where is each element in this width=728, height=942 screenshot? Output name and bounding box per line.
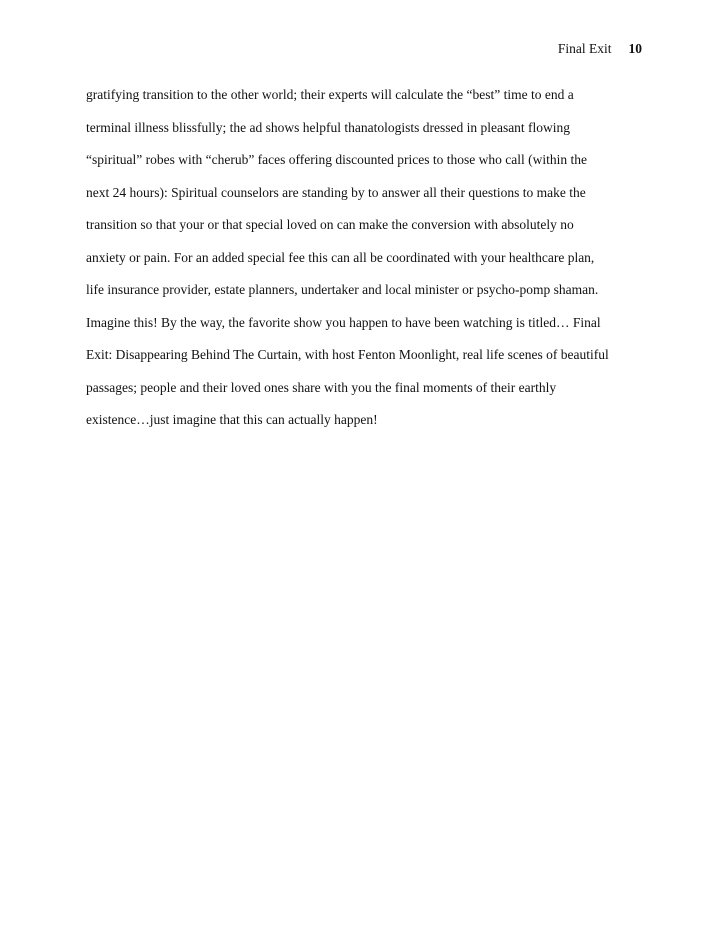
text-line: next 24 hours): Spiritual counselors are standing by to answer all their questions to make the: [86, 184, 586, 200]
body-paragraph: [86, 86, 656, 444]
text-line: passages; people and their loved ones share with you the final moments of their earthly: [86, 379, 557, 395]
page-number: 10: [628, 41, 642, 56]
text-line: gratifying transition to the other world; their experts will calculate the “best” time to end a: [86, 87, 574, 102]
text-line: terminal illness blissfully; the ad shows helpful thanatologists dressed in pleasant flowing: [86, 119, 571, 135]
running-title: Final Exit: [557, 41, 612, 56]
text-line: existence…just imagine that this can actually happen!: [86, 412, 378, 427]
text-line: Exit: Disappearing Behind The Curtain, with host Fenton Moonlight, real life scenes of beautiful: [86, 347, 609, 362]
text-line: transition so that your or that special loved on can make the conversion with absolutely no: [86, 217, 574, 232]
running-header: [558, 40, 642, 58]
text-line: Imagine this! By the way, the favorite show you happen to have been watching is titled… Final: [86, 314, 601, 330]
text-line: life insurance provider, estate planners, undertaker and local minister or psycho-pomp shaman.: [86, 282, 599, 297]
text-line: anxiety or pain. For an added special fee this can all be coordinated with your healthcare plan,: [86, 249, 595, 265]
text-line: “spiritual” robes with “cherub” faces offering discounted prices to those who call (within the: [86, 152, 587, 167]
